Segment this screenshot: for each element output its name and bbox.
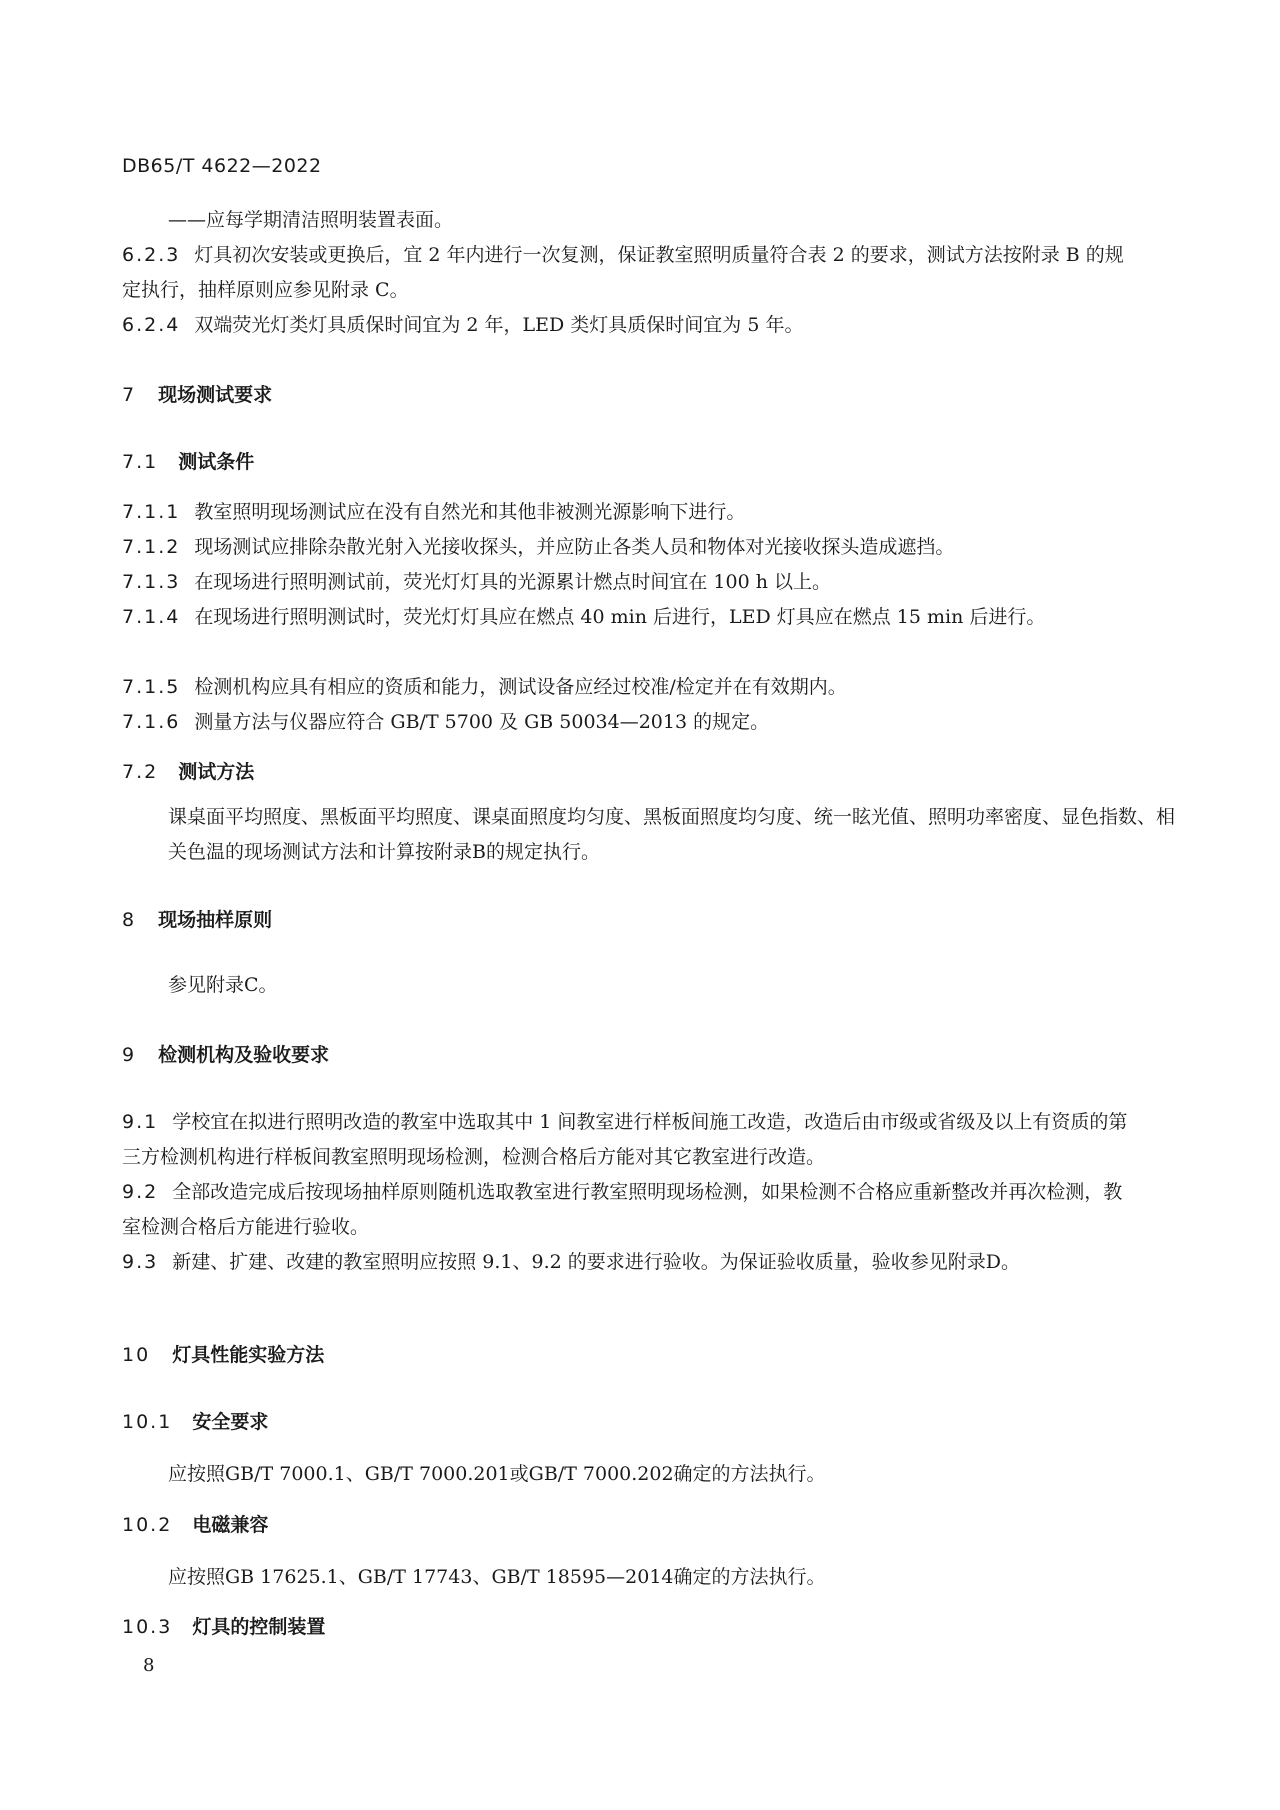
- clause-7-1-6: 7.1.6 测量方法与仪器应符合 GB/T 5700 及 GB 50034—2013 的规定。: [122, 705, 1138, 740]
- paragraph: 应按照GB/T 7000.1、GB/T 7000.201或GB/T 7000.202确定的方法执行。: [168, 1463, 826, 1485]
- clause-number: 9.3: [122, 1251, 159, 1273]
- subsection-heading-10-1: 10.1 安全要求: [122, 1411, 269, 1433]
- clause-number: 7.1.1: [122, 501, 181, 523]
- standard-code-header: DB65/T 4622—2022: [122, 155, 322, 177]
- section-heading-9: 9 检测机构及验收要求: [122, 1044, 330, 1066]
- clause-number: 6.2.4: [122, 314, 181, 336]
- clause-9-3: 9.3 新建、扩建、改建的教室照明应按照 9.1、9.2 的要求进行验收。为保证验收质量，验收参见附录D。: [122, 1245, 1138, 1280]
- clause-9-1: 9.1 学校宜在拟进行照明改造的教室中选取其中 1 间教室进行样板间施工改造，改造后由市级或省级及以上有资质的第三方检测机构进行样板间教室照明现场检测，检测合格后方能对其它教室进行改造。: [122, 1105, 1138, 1175]
- clause-7-1-4: 7.1.4 在现场进行照明测试时，荧光灯灯具应在燃点 40 min 后进行，LED 灯具应在燃点 15 min 后进行。: [122, 600, 1138, 635]
- clause-number: 6.2.3: [122, 244, 181, 266]
- paragraph: 参见附录C。: [168, 974, 278, 996]
- clause-7-1-5: 7.1.5 检测机构应具有相应的资质和能力，测试设备应经过校准/检定并在有效期内。: [122, 670, 1138, 705]
- paragraph: 应按照GB 17625.1、GB/T 17743、GB/T 18595—2014确定的方法执行。: [168, 1566, 826, 1588]
- subsection-heading-10-2: 10.2 电磁兼容: [122, 1514, 269, 1536]
- clause-number: 7.1.4: [122, 606, 181, 628]
- page-number: 8: [143, 1655, 155, 1676]
- clause-number: 9.1: [122, 1111, 159, 1133]
- clause-number: 7.1.2: [122, 536, 181, 558]
- clause-number: 7.1.6: [122, 711, 181, 733]
- clause-7-1-3: 7.1.3 在现场进行照明测试前，荧光灯灯具的光源累计燃点时间宜在 100 h 以上。: [122, 565, 1138, 600]
- section-heading-7: 7 现场测试要求: [122, 384, 273, 406]
- paragraph: 课桌面平均照度、黑板面平均照度、课桌面照度均匀度、黑板面照度均匀度、统一眩光值、照明功率密度、显色指数、相关色温的现场测试方法和计算按附录B的规定执行。: [168, 806, 1176, 863]
- clause-9-2: 9.2 全部改造完成后按现场抽样原则随机选取教室进行教室照明现场检测，如果检测不合格应重新整改并再次检测，教室检测合格后方能进行验收。: [122, 1175, 1138, 1245]
- paragraph: ——应每学期清洁照明装置表面。: [168, 209, 454, 231]
- clause-7-1-2: 7.1.2 现场测试应排除杂散光射入光接收探头，并应防止各类人员和物体对光接收探头造成遮挡。: [122, 530, 1138, 565]
- clause-number: 9.2: [122, 1181, 159, 1203]
- subsection-heading-7-2: 7.2 测试方法: [122, 761, 255, 783]
- section-heading-8: 8 现场抽样原则: [122, 909, 273, 931]
- clause-number: 7.1.3: [122, 571, 181, 593]
- clause-6-2-4: 6.2.4 双端荧光灯类灯具质保时间宜为 2 年，LED 类灯具质保时间宜为 5 年。: [122, 308, 1138, 343]
- subsection-heading-7-1: 7.1 测试条件: [122, 451, 255, 473]
- section-heading-10: 10 灯具性能实验方法: [122, 1344, 325, 1366]
- clause-6-2-3: 6.2.3 灯具初次安装或更换后，宜 2 年内进行一次复测，保证教室照明质量符合表 2 的要求，测试方法按附录 B 的规定执行，抽样原则应参见附录 C。: [122, 238, 1138, 308]
- subsection-heading-10-3: 10.3 灯具的控制装置: [122, 1616, 326, 1638]
- clause-number: 7.1.5: [122, 676, 181, 698]
- clause-7-1-1: 7.1.1 教室照明现场测试应在没有自然光和其他非被测光源影响下进行。: [122, 495, 1138, 530]
